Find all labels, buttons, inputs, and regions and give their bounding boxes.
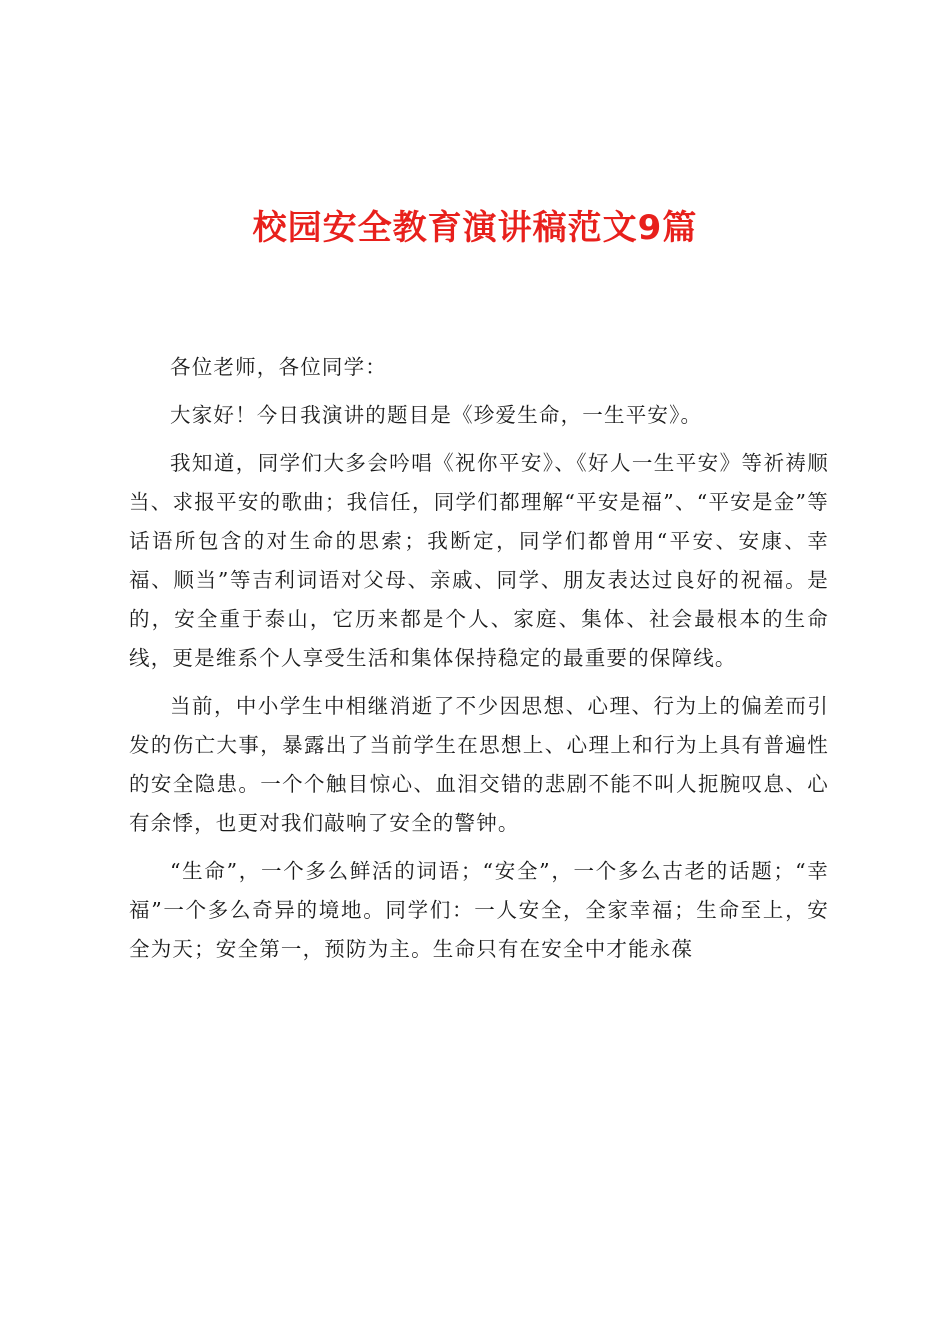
body-paragraph: “生命”，一个多么鲜活的词语；“安全”，一个多么古老的话题；“幸福”一个多么奇异的境地。同学们：一人安全，全家幸福；生命至上，安全为天；安全第一，预防为主。生命只有在安全中才能永葆: [129, 859, 829, 961]
greeting-paragraph: 各位老师，各位同学：: [170, 355, 387, 379]
body-paragraph: 当前，中小学生中相继消逝了不少因思想、心理、行为上的偏差而引发的伤亡大事，暴露出了当前学生在思想上、心理上和行为上具有普遍性的安全隐患。一个个触目惊心、血泪交错的悲剧不能不叫人扼腕叹息、心有余悸，也更对我们敲响了安全的警钟。: [129, 694, 829, 835]
document-title: 校园安全教育演讲稿范文9篇: [252, 208, 698, 248]
body-paragraph: 我知道，同学们大多会吟唱《祝你平安》、《好人一生平安》等祈祷顺当、求报平安的歌曲；我信任，同学们都理解“平安是福”、“平安是金”等话语所包含的对生命的思索；我断定，同学们都曾用“平安、安康、幸福、顺当”等吉利词语对父母、亲戚、同学、朋友表达过良好的祝福。是的，安全重于泰山，它历来都是个人、家庭、集体、社会最根本的生命线，更是维系个人享受生活和集体保持稳定的最重要的保障线。: [129, 451, 829, 670]
document-body: [129, 348, 829, 978]
intro-paragraph: 大家好！今日我演讲的题目是《珍爱生命，一生平安》。: [170, 403, 703, 427]
